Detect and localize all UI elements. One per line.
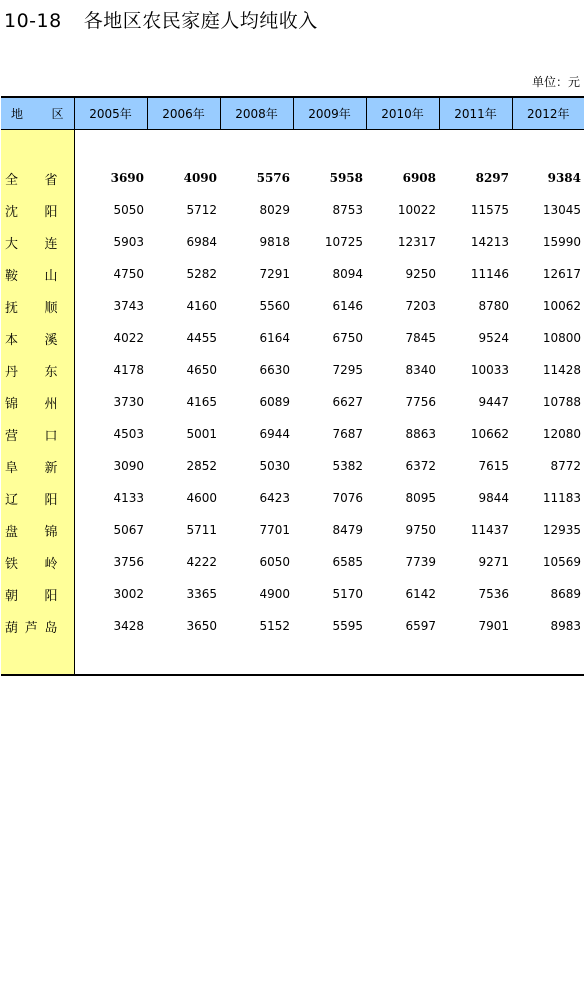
income-value: 7615 bbox=[478, 459, 509, 473]
table-row bbox=[1, 546, 584, 578]
income-value: 9384 bbox=[547, 171, 581, 185]
income-value: 5560 bbox=[259, 299, 290, 313]
table-row-total bbox=[1, 162, 584, 194]
income-value: 3730 bbox=[113, 395, 144, 409]
income-value: 5050 bbox=[113, 203, 144, 217]
income-value: 6597 bbox=[405, 619, 436, 633]
income-value: 4165 bbox=[186, 395, 217, 409]
income-value: 3690 bbox=[110, 171, 144, 185]
income-value: 8863 bbox=[405, 427, 436, 441]
income-value: 6050 bbox=[259, 555, 290, 569]
income-value: 8689 bbox=[550, 587, 581, 601]
income-value: 4455 bbox=[186, 331, 217, 345]
region-name: 辽阳 bbox=[1, 482, 74, 514]
income-value: 4160 bbox=[186, 299, 217, 313]
income-value: 6944 bbox=[259, 427, 290, 441]
income-value: 7291 bbox=[259, 267, 290, 281]
income-value: 7536 bbox=[478, 587, 509, 601]
income-value: 12935 bbox=[542, 523, 581, 537]
income-value: 7739 bbox=[405, 555, 436, 569]
table-row bbox=[1, 450, 584, 482]
income-value: 6423 bbox=[259, 491, 290, 505]
income-value: 15990 bbox=[542, 235, 581, 249]
income-value: 7901 bbox=[478, 619, 509, 633]
income-value: 8029 bbox=[259, 203, 290, 217]
region-name: 朝阳 bbox=[1, 578, 74, 610]
income-value: 10662 bbox=[470, 427, 509, 441]
income-value: 7687 bbox=[332, 427, 363, 441]
income-value: 6164 bbox=[259, 331, 290, 345]
income-value: 6627 bbox=[332, 395, 363, 409]
income-value: 5903 bbox=[113, 235, 144, 249]
header-region: 地 区 bbox=[1, 97, 74, 130]
income-value: 5958 bbox=[329, 171, 363, 185]
income-value: 9524 bbox=[478, 331, 509, 345]
header-year: 2006年 bbox=[147, 97, 220, 130]
income-value: 8780 bbox=[478, 299, 509, 313]
header-year: 2009年 bbox=[293, 97, 366, 130]
income-value: 5030 bbox=[259, 459, 290, 473]
income-value: 9818 bbox=[259, 235, 290, 249]
region-name: 盘锦 bbox=[1, 514, 74, 546]
region-name: 营口 bbox=[1, 418, 74, 450]
income-value: 4090 bbox=[183, 171, 217, 185]
income-value: 11437 bbox=[470, 523, 509, 537]
income-value: 4900 bbox=[259, 587, 290, 601]
income-value: 3090 bbox=[113, 459, 144, 473]
region-name: 阜新 bbox=[1, 450, 74, 482]
income-value: 6142 bbox=[405, 587, 436, 601]
table-row bbox=[1, 290, 584, 322]
income-value: 6908 bbox=[402, 171, 436, 185]
income-value: 6146 bbox=[332, 299, 363, 313]
table-row bbox=[1, 258, 584, 290]
spacer-row bbox=[1, 130, 584, 163]
income-value: 8297 bbox=[475, 171, 509, 185]
income-value: 12617 bbox=[542, 267, 581, 281]
income-value: 10569 bbox=[542, 555, 581, 569]
table-end-row bbox=[1, 642, 584, 675]
income-value: 9447 bbox=[478, 395, 509, 409]
income-value: 9250 bbox=[405, 267, 436, 281]
income-value: 10033 bbox=[470, 363, 509, 377]
income-value: 2852 bbox=[186, 459, 217, 473]
income-value: 3650 bbox=[186, 619, 217, 633]
income-value: 7203 bbox=[405, 299, 436, 313]
income-value: 8983 bbox=[550, 619, 581, 633]
income-value: 10022 bbox=[397, 203, 436, 217]
header-year: 2008年 bbox=[220, 97, 293, 130]
income-value: 4022 bbox=[113, 331, 144, 345]
income-value: 3743 bbox=[113, 299, 144, 313]
income-value: 8753 bbox=[332, 203, 363, 217]
income-value: 10788 bbox=[542, 395, 581, 409]
income-value: 9271 bbox=[478, 555, 509, 569]
income-value: 6984 bbox=[186, 235, 217, 249]
income-value: 11146 bbox=[470, 267, 509, 281]
table-row bbox=[1, 226, 584, 258]
header-row bbox=[1, 97, 584, 130]
income-value: 4750 bbox=[113, 267, 144, 281]
income-table bbox=[1, 96, 584, 676]
income-value: 5152 bbox=[259, 619, 290, 633]
unit-label: 单位：元 bbox=[531, 75, 580, 89]
income-value: 6585 bbox=[332, 555, 363, 569]
region-name: 鞍山 bbox=[1, 258, 74, 290]
income-value: 5282 bbox=[186, 267, 217, 281]
table-row bbox=[1, 482, 584, 514]
table-row bbox=[1, 418, 584, 450]
income-value: 5001 bbox=[186, 427, 217, 441]
income-value: 6089 bbox=[259, 395, 290, 409]
table-row bbox=[1, 354, 584, 386]
income-value: 3428 bbox=[113, 619, 144, 633]
income-value: 7295 bbox=[332, 363, 363, 377]
income-value: 8772 bbox=[550, 459, 581, 473]
table-title: 各地区农民家庭人均纯收入 bbox=[83, 10, 318, 32]
income-value: 10725 bbox=[324, 235, 363, 249]
income-value: 13045 bbox=[542, 203, 581, 217]
income-value: 11428 bbox=[542, 363, 581, 377]
region-name: 全省 bbox=[1, 162, 74, 194]
income-value: 7701 bbox=[259, 523, 290, 537]
page-title bbox=[4, 6, 318, 33]
region-name: 大连 bbox=[1, 226, 74, 258]
income-value: 4222 bbox=[186, 555, 217, 569]
income-value: 4503 bbox=[113, 427, 144, 441]
income-value: 6630 bbox=[259, 363, 290, 377]
income-value: 5170 bbox=[332, 587, 363, 601]
table-number: 10-18 bbox=[4, 10, 62, 32]
region-name: 锦州 bbox=[1, 386, 74, 418]
income-value: 4650 bbox=[186, 363, 217, 377]
table-row bbox=[1, 514, 584, 546]
income-value: 11183 bbox=[542, 491, 581, 505]
income-value: 9750 bbox=[405, 523, 436, 537]
table-row bbox=[1, 322, 584, 354]
table-row bbox=[1, 194, 584, 226]
income-value: 8479 bbox=[332, 523, 363, 537]
income-value: 5595 bbox=[332, 619, 363, 633]
income-value: 11575 bbox=[470, 203, 509, 217]
income-value: 12317 bbox=[397, 235, 436, 249]
income-value: 4178 bbox=[113, 363, 144, 377]
income-value: 3365 bbox=[186, 587, 217, 601]
income-value: 14213 bbox=[470, 235, 509, 249]
income-value: 6372 bbox=[405, 459, 436, 473]
region-name: 本溪 bbox=[1, 322, 74, 354]
income-value: 3002 bbox=[113, 587, 144, 601]
income-value: 5067 bbox=[113, 523, 144, 537]
table-row bbox=[1, 578, 584, 610]
income-value: 8094 bbox=[332, 267, 363, 281]
region-name: 葫芦岛 bbox=[1, 610, 74, 642]
income-value: 10800 bbox=[542, 331, 581, 345]
income-value: 5576 bbox=[256, 171, 290, 185]
income-value: 7076 bbox=[332, 491, 363, 505]
region-name: 丹东 bbox=[1, 354, 74, 386]
table-row bbox=[1, 386, 584, 418]
income-value: 9844 bbox=[478, 491, 509, 505]
header-year: 2012年 bbox=[512, 97, 584, 130]
income-value: 5712 bbox=[186, 203, 217, 217]
income-value: 4133 bbox=[113, 491, 144, 505]
income-value: 12080 bbox=[542, 427, 581, 441]
region-name: 沈阳 bbox=[1, 194, 74, 226]
income-value: 5711 bbox=[186, 523, 217, 537]
income-value: 10062 bbox=[542, 299, 581, 313]
header-year: 2005年 bbox=[74, 97, 147, 130]
header-year: 2011年 bbox=[439, 97, 512, 130]
income-value: 7756 bbox=[405, 395, 436, 409]
income-value: 6750 bbox=[332, 331, 363, 345]
table-row bbox=[1, 610, 584, 642]
region-name: 铁岭 bbox=[1, 546, 74, 578]
income-value: 7845 bbox=[405, 331, 436, 345]
header-year: 2010年 bbox=[366, 97, 439, 130]
income-value: 8095 bbox=[405, 491, 436, 505]
income-value: 8340 bbox=[405, 363, 436, 377]
income-value: 4600 bbox=[186, 491, 217, 505]
income-value: 5382 bbox=[332, 459, 363, 473]
region-name: 抚顺 bbox=[1, 290, 74, 322]
income-value: 3756 bbox=[113, 555, 144, 569]
